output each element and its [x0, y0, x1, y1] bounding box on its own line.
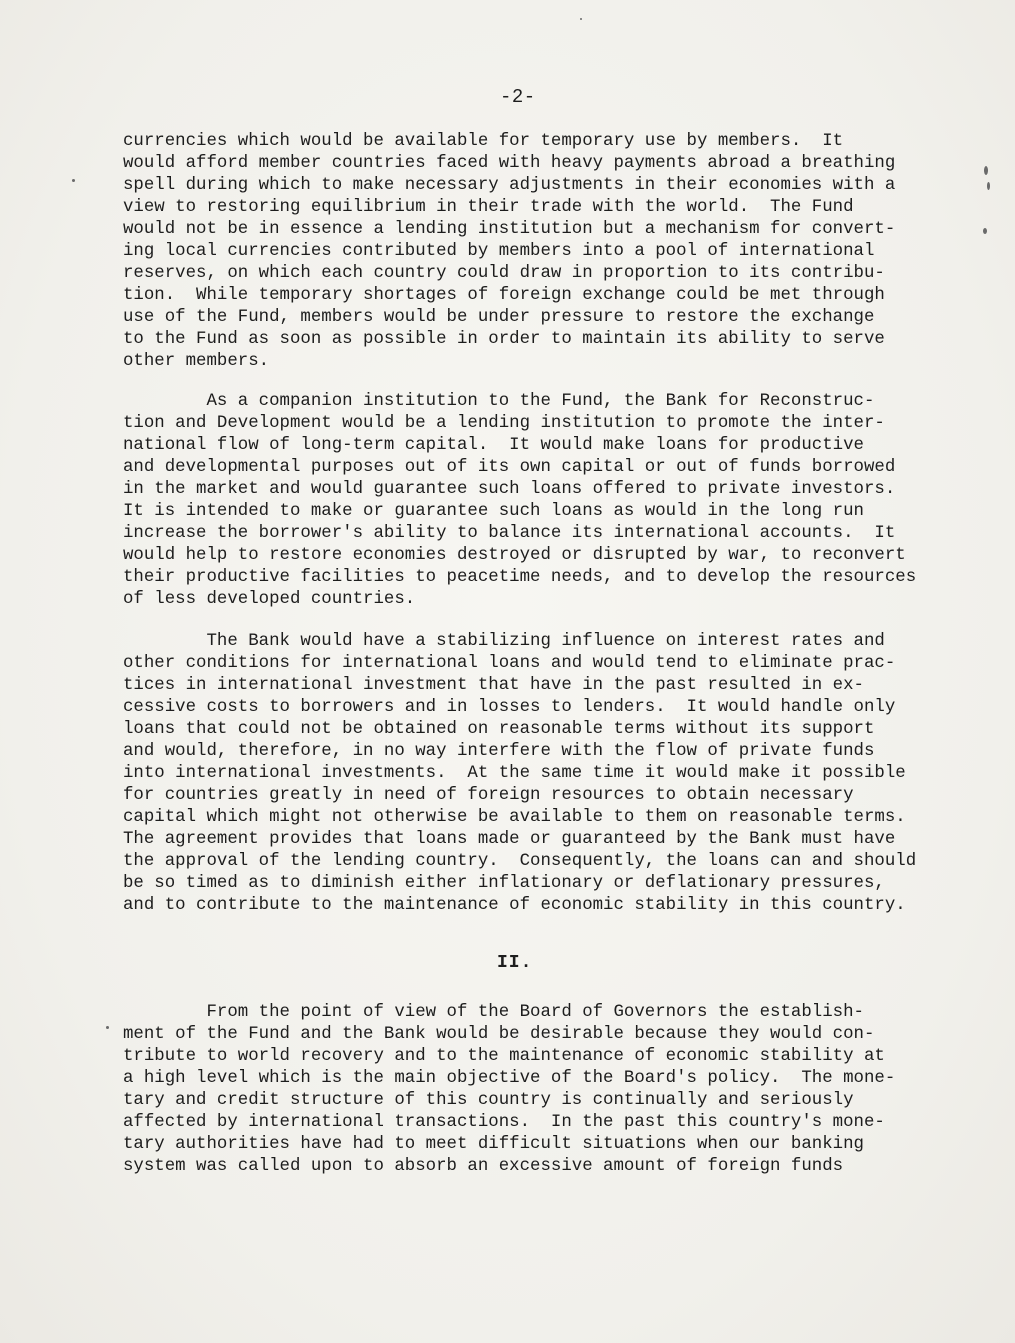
- page-number: -2-: [500, 86, 536, 108]
- paragraph-2-line: and developmental purposes out of its own capital or out of funds borrowed: [123, 458, 896, 477]
- paragraph-4-line: affected by international transactions. In the past this country's mone-: [123, 1113, 885, 1132]
- paragraph-1-line: reserves, on which each country could draw in proportion to its contribu-: [123, 264, 885, 283]
- paragraph-4-line: From the point of view of the Board of Governors the establish-: [123, 1003, 864, 1022]
- paragraph-3-line: and would, therefore, in no way interfere with the flow of private funds: [123, 742, 875, 761]
- paragraph-1-line: ing local currencies contributed by members into a pool of international: [123, 242, 875, 261]
- paragraph-1-line: would afford member countries faced with heavy payments abroad a breathing: [123, 154, 896, 173]
- paragraph-2-line: As a companion institution to the Fund, the Bank for Reconstruc-: [123, 392, 875, 411]
- paragraph-1-line: use of the Fund, members would be under pressure to restore the exchange: [123, 308, 875, 327]
- scan-speck: [72, 179, 75, 182]
- paragraph-2-line: in the market and would guarantee such loans offered to private investors.: [123, 480, 896, 499]
- paragraph-3-line: and to contribute to the maintenance of economic stability in this country.: [123, 896, 906, 915]
- paragraph-3-line: capital which might not otherwise be available to them on reasonable terms.: [123, 808, 906, 827]
- paragraph-3-line: be so timed as to diminish either inflationary or deflationary pressures,: [123, 874, 885, 893]
- scan-speck: [984, 166, 988, 175]
- paragraph-2-line: It is intended to make or guarantee such loans as would in the long run: [123, 502, 864, 521]
- paragraph-2-line: of less developed countries.: [123, 590, 416, 609]
- paragraph-4-line: tary and credit structure of this country is continually and seriously: [123, 1091, 854, 1110]
- paragraph-3-line: The Bank would have a stabilizing influence on interest rates and: [123, 632, 885, 651]
- paragraph-1-line: spell during which to make necessary adjustments in their economies with a: [123, 176, 896, 195]
- paragraph-1-line: other members.: [123, 352, 270, 371]
- paragraph-2-line: would help to restore economies destroyed or disrupted by war, to reconvert: [123, 546, 906, 565]
- paragraph-4-line: a high level which is the main objective of the Board's policy. The mone-: [123, 1069, 896, 1088]
- paragraph-3-line: other conditions for international loans and would tend to eliminate prac-: [123, 654, 896, 673]
- paragraph-3-line: cessive costs to borrowers and in losses to lenders. It would handle only: [123, 698, 896, 717]
- scan-speck: [987, 182, 990, 190]
- paragraph-2-line: increase the borrower's ability to balance its international accounts. It: [123, 524, 896, 543]
- paragraph-1-line: currencies which would be available for temporary use by members. It: [123, 132, 844, 151]
- scan-speck: [106, 1026, 109, 1029]
- paragraph-3-line: tices in international investment that have in the past resulted in ex-: [123, 676, 864, 695]
- paragraph-2-line: national flow of long-term capital. It would make loans for productive: [123, 436, 864, 455]
- paragraph-2-line: tion and Development would be a lending institution to promote the inter-: [123, 414, 885, 433]
- paragraph-3-line: the approval of the lending country. Consequently, the loans can and should: [123, 852, 917, 871]
- paragraph-1-line: tion. While temporary shortages of foreign exchange could be met through: [123, 286, 885, 305]
- paragraph-3-line: loans that could not be obtained on reasonable terms without its support: [123, 720, 875, 739]
- paragraph-2-line: their productive facilities to peacetime needs, and to develop the resources: [123, 568, 917, 587]
- paragraph-4-line: ment of the Fund and the Bank would be desirable because they would con-: [123, 1025, 875, 1044]
- paragraph-3-line: for countries greatly in need of foreign resources to obtain necessary: [123, 786, 854, 805]
- scan-speck: [983, 228, 987, 234]
- paragraph-4-line: tary authorities have had to meet difficult situations when our banking: [123, 1135, 864, 1154]
- paragraph-3-line: into international investments. At the same time it would make it possible: [123, 764, 906, 783]
- paragraph-1-line: to the Fund as soon as possible in order to maintain its ability to serve: [123, 330, 885, 349]
- paragraph-4-line: tribute to world recovery and to the maintenance of economic stability at: [123, 1047, 885, 1066]
- section-heading: II.: [497, 953, 533, 973]
- paragraph-3-line: The agreement provides that loans made or guaranteed by the Bank must have: [123, 830, 896, 849]
- paragraph-1-line: view to restoring equilibrium in their trade with the world. The Fund: [123, 198, 854, 217]
- paragraph-1-line: would not be in essence a lending institution but a mechanism for convert-: [123, 220, 896, 239]
- paragraph-4-line: system was called upon to absorb an excessive amount of foreign funds: [123, 1157, 844, 1176]
- scan-speck: [580, 18, 582, 20]
